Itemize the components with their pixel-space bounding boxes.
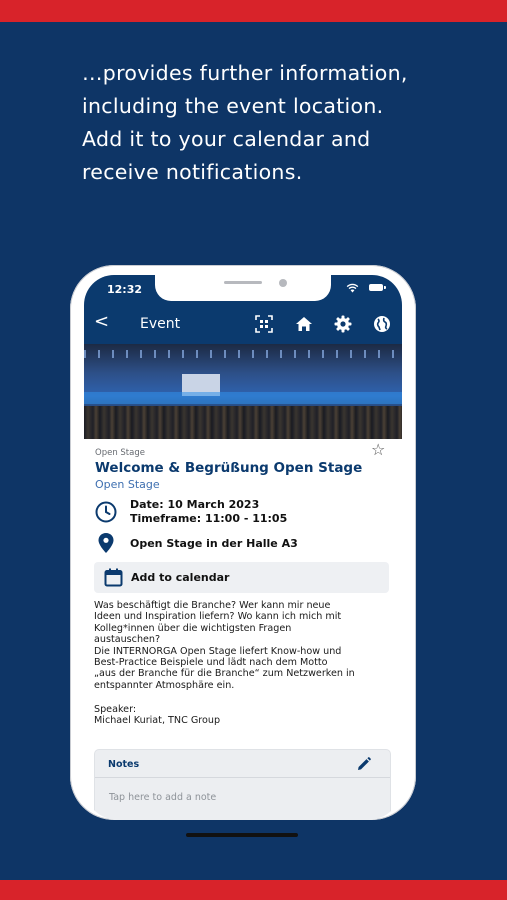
stage-label: Open Stage — [95, 448, 145, 458]
stage-glow — [84, 392, 402, 404]
home-icon[interactable] — [295, 315, 313, 333]
globe-icon[interactable] — [373, 315, 391, 333]
status-bar — [84, 275, 402, 304]
wifi-icon — [346, 283, 359, 293]
event-location[interactable]: Open Stage in der Halle A3 — [130, 537, 298, 550]
description-line: Best-Practice Beispiele und lädt nach dem Motto — [94, 657, 328, 669]
description-line: „aus der Branche für die Branche“ zum Netzwerken in — [94, 668, 355, 680]
favorite-star-icon[interactable]: ☆ — [371, 440, 386, 459]
description-line: entspannter Atmosphäre ein. — [94, 679, 235, 691]
event-date: Date: 10 March 2023 — [130, 498, 260, 511]
description-line: Was beschäftigt die Branche? Wer kann mir neue — [94, 600, 331, 611]
speaker-label: Speaker: — [94, 704, 137, 715]
ceiling-lights — [84, 350, 402, 358]
description-line: Ideen und Inspiration liefern? Wo kann ich mich mit — [94, 611, 342, 623]
headline-line: receive notifications. — [82, 160, 303, 184]
headline-line: including the event location. — [82, 94, 384, 118]
event-title: Welcome & Begrüßung Open Stage — [95, 460, 363, 476]
event-subtitle[interactable]: Open Stage — [95, 478, 160, 491]
description-line: austauschen? — [94, 634, 161, 646]
audience — [84, 406, 402, 439]
phone-screen — [84, 275, 402, 820]
add-to-calendar-button[interactable] — [94, 562, 389, 593]
headline-line: Add it to your calendar and — [82, 127, 371, 151]
event-timeframe: Timeframe: 11:00 - 11:05 — [130, 512, 288, 525]
speaker-block — [94, 704, 220, 727]
calendar-icon — [104, 568, 123, 587]
promo-headline — [82, 57, 482, 189]
home-indicator[interactable] — [186, 833, 298, 837]
headline-line: …provides further information, — [82, 61, 408, 85]
event-hero-image — [84, 344, 402, 439]
battery-icon — [369, 284, 383, 291]
event-description — [94, 600, 394, 691]
notes-card — [94, 749, 391, 820]
description-line: Die INTERNORGA Open Stage liefert Know-how und — [94, 645, 342, 657]
front-camera — [279, 279, 287, 287]
clock-icon — [95, 501, 117, 523]
note-input[interactable]: Tap here to add a note — [109, 792, 217, 803]
notes-header — [95, 750, 390, 778]
top-red-band — [0, 0, 507, 22]
app-bar — [84, 304, 402, 344]
qr-scan-icon[interactable] — [255, 315, 273, 333]
phone-notch — [155, 275, 331, 301]
speaker-name[interactable]: Michael Kuriat, TNC Group — [94, 715, 221, 727]
notes-title: Notes — [108, 759, 140, 770]
location-pin-icon — [98, 533, 114, 553]
gear-icon[interactable] — [334, 315, 352, 333]
back-button[interactable]: < — [94, 311, 110, 332]
pencil-icon[interactable] — [357, 757, 371, 771]
page-title: Event — [140, 316, 181, 332]
status-time: 12:32 — [107, 283, 143, 296]
speaker-grille — [224, 281, 262, 284]
bottom-red-band — [0, 880, 507, 900]
description-line: Kolleg*innen über die wichtigsten Fragen — [94, 622, 292, 634]
add-to-calendar-label: Add to calendar — [131, 571, 230, 584]
